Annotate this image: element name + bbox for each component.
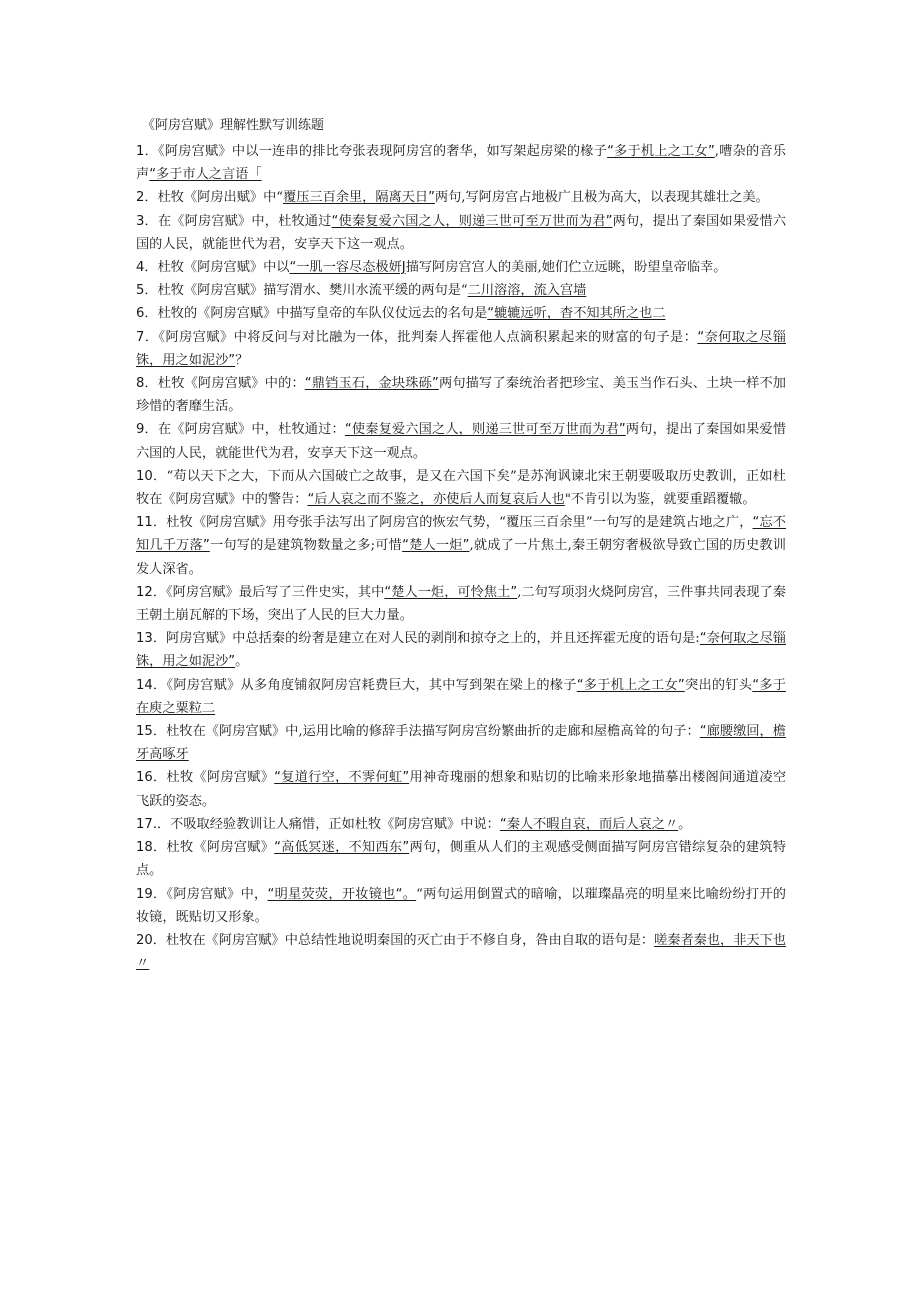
- question-item: [136, 302, 786, 325]
- question-text: ．阿房宫赋》中总括秦的纷奢是建立在对人民的剥削和掠夺之上的，并且还挥霍无度的语句是:: [152, 631, 700, 647]
- question-text: ．“苟以天下之大，下而从六国破亡之故事，是又在六国下矣”是苏洵讽谏北宋王朝要吸取历史教训，正如杜牧在《阿房宫赋》中的警告：: [136, 468, 786, 508]
- answer-text: “奈何取之尽锱铢，用之如泥沙”: [136, 329, 786, 368]
- answer-text: “一肌一容尽态极妍J: [289, 260, 406, 276]
- question-item: [136, 418, 786, 464]
- question-number: 6: [136, 306, 145, 322]
- question-number: 1: [136, 144, 145, 159]
- question-text: ．在《阿房宫赋》中，杜牧通过：: [144, 422, 345, 438]
- question-item: [136, 326, 786, 372]
- question-number: 12: [136, 584, 153, 600]
- question-item: [136, 186, 786, 209]
- question-text: ．《阿房宫赋》中将反问与对比融为一体，批判秦人挥霍他人点滴积累起来的财富的句子是：: [144, 329, 698, 345]
- answer-text: “楚人一炬，可怜焦土”: [384, 584, 518, 600]
- question-text: ．杜牧《阿房宫赋》中的：: [144, 376, 305, 392]
- question-text: ．杜牧在《阿房宫赋》中,运用比喻的修辞手法描写阿房宫纷繁曲折的走廊和屋檐高耸的句子：: [152, 724, 700, 740]
- question-number: 2: [136, 190, 145, 206]
- question-number: 5: [136, 283, 145, 299]
- answer-text: “多于机上之工女”: [576, 677, 685, 693]
- question-number: 10: [136, 468, 153, 484]
- answer-text: “使秦复爱六国之人，则递三世可至万世而为君”: [331, 213, 613, 229]
- question-text: ．杜牧《阿房宫赋》: [152, 840, 275, 856]
- question-item: [136, 465, 786, 511]
- question-text: ．杜牧在《阿房宫赋》中总结性地说明秦国的灭亡由于不修自身，咎由自取的语句是：: [152, 932, 655, 948]
- question-number: 13: [136, 631, 153, 647]
- question-number: 19: [136, 886, 153, 902]
- question-text-continued: 两句描写了秦统治者把珍宝、美玉当作石头、土块一样不加珍惜的奢靡生活。: [136, 376, 786, 415]
- question-text: ．杜牧《阿房宫赋》描写渭水、樊川水流平缓的两句是“: [144, 283, 468, 299]
- question-text-continued: ,嘈杂的音乐声: [136, 144, 786, 183]
- question-number: 20: [136, 932, 153, 948]
- question-item: [136, 813, 786, 836]
- answer-text: “多于机上之工女”: [607, 144, 715, 159]
- answer-text: 嗟秦者秦也，非天下也〃: [136, 932, 787, 972]
- question-text-continued: 突出的钉头: [684, 677, 753, 693]
- answer-text: “复道行空，不霁何虹”: [274, 770, 410, 786]
- answer-text: “明星荧荧，开妆镜也“。: [267, 886, 417, 902]
- question-item: [136, 836, 786, 882]
- answer-text-second: “多于在庾之粟粒二: [136, 677, 786, 716]
- question-text-continued: ？: [235, 352, 249, 368]
- question-text: ．《阿房宫赋》从多角度铺叙阿房宫耗费巨大，其中写到架在梁上的椽子: [152, 677, 577, 693]
- question-text-continued: 。: [678, 816, 692, 832]
- question-text-continued: 描写阿房宫宫人的美丽,她们伫立远眺，盼望皇帝临幸。: [405, 260, 727, 276]
- question-number: 14: [136, 677, 153, 693]
- question-item: [136, 883, 786, 929]
- question-text-continued: 用神奇瑰丽的想象和贴切的比喻来形象地描摹出楼阁间通道凌空飞跃的姿态。: [136, 770, 787, 809]
- question-number: 3: [136, 213, 145, 229]
- question-text-continued: 两句，侧重从人们的主观感受侧面描写阿房宫错综复杂的建筑特点。: [136, 840, 787, 879]
- question-number: 8: [136, 376, 145, 392]
- question-text: ．杜牧《阿房宫赋》: [152, 770, 275, 786]
- answer-text-second: “楚人一炬”: [402, 538, 470, 554]
- question-text: ．杜牧《阿房宫赋》中以: [144, 260, 290, 276]
- question-item: [136, 279, 786, 302]
- question-text: .．不吸取经验教训让人痛惜，正如杜牧《阿房宫赋》中说：: [152, 816, 500, 832]
- question-text-continued: “两句运用倒置式的暗喻，以璀璨晶亮的明星来比喻纷纷打开的妆镜，既贴切又形象。: [136, 886, 786, 925]
- question-number: 11: [136, 515, 153, 531]
- question-text: ．杜牧《阿房出赋》中“: [144, 190, 284, 206]
- question-item: [136, 674, 786, 720]
- question-text-continued: ,二句写项羽火烧阿房宫，三件事共同表现了秦王朝土崩瓦解的下场，突出了人民的巨大力量。: [136, 584, 786, 624]
- question-item: [136, 140, 786, 186]
- answer-text: “辘辘远听，杳不知其所之也二: [487, 306, 666, 322]
- answer-text-second: “多于市人之言语「: [149, 167, 262, 183]
- question-number: 15: [136, 724, 153, 740]
- answer-text: “高低冥迷，不知西东”: [274, 840, 410, 856]
- answer-text: “鼎铛玉石，金块珠砾”: [304, 376, 439, 392]
- question-item: [136, 766, 786, 812]
- question-number: 17: [136, 816, 153, 832]
- document-title: 《阿房宫赋》理解性默写训练题: [142, 118, 325, 133]
- question-number: 18: [136, 840, 153, 856]
- question-number: 9: [136, 422, 145, 438]
- question-text-continued: 两句,写阿房宫占地极广且极为高大，以表现其雄壮之美。: [434, 190, 769, 206]
- question-text-continued: 一句写的是建筑物数量之多;可惜: [209, 538, 403, 554]
- question-text-continued: 两句，提出了秦国如果爱惜六国的人民，就能世代为君，安享天下这一观点。: [136, 422, 787, 461]
- question-text: ．《阿房宫赋》中，: [152, 886, 268, 902]
- answer-text: “使秦复爱六国之人，则递三世可至万世而为君”: [344, 422, 626, 438]
- answer-text: “忘不知几千万落”: [136, 515, 786, 554]
- question-text-end: ,就成了一片焦土,秦王朝穷奢极欲导致亡国的历史教训发人深省。: [136, 538, 786, 577]
- answer-text: 二川溶溶，流入宫墙: [467, 283, 587, 299]
- question-number: 16: [136, 770, 153, 786]
- question-number: 7: [136, 329, 145, 345]
- question-item: [136, 627, 786, 673]
- question-item: [136, 372, 786, 418]
- answer-text: “秦人不暇自哀，而后人哀之〃: [499, 816, 679, 832]
- answer-text: 覆压三百余里，隔离天日”: [283, 190, 435, 206]
- question-text: ．杜牧的《阿房宫赋》中描写皇帝的车队仪仗远去的名句是: [144, 306, 488, 322]
- question-item: [136, 581, 786, 627]
- question-list: [136, 140, 786, 975]
- question-item: [136, 256, 786, 279]
- question-text: ．《阿房宫赋》中以一连串的排比夸张表现阿房宫的奢华，如写架起房梁的椽子: [144, 144, 608, 159]
- answer-text: “奈何取之尽锱铢，用之如泥沙”: [136, 631, 786, 670]
- question-item: [136, 720, 786, 766]
- question-text-continued: 两句，提出了秦国如果爱惜六国的人民，就能世代为君，安享天下这一观点。: [136, 213, 787, 252]
- question-text-continued: 。: [235, 654, 249, 670]
- answer-text: “廊腰缴回，檐牙高啄牙: [136, 724, 786, 763]
- question-text-continued: "不肯引以为鉴，就要重蹈覆辙。: [564, 492, 756, 508]
- question-item: [136, 511, 786, 581]
- question-text: ．《阿房宫赋》最后写了三件史实，其中: [152, 584, 385, 600]
- question-item: [136, 929, 786, 975]
- answer-text: “后人哀之而不鉴之，亦使后人而复哀后人也: [307, 492, 565, 508]
- question-number: 4: [136, 260, 145, 276]
- question-item: [136, 210, 786, 256]
- question-text: ．杜牧《阿房宫赋》用夸张手法写出了阿房宫的恢宏气势，“覆压三百余里”一句写的是建筑占地之广，: [152, 515, 753, 531]
- question-text: ．在《阿房宫赋》中，杜牧通过: [144, 213, 332, 229]
